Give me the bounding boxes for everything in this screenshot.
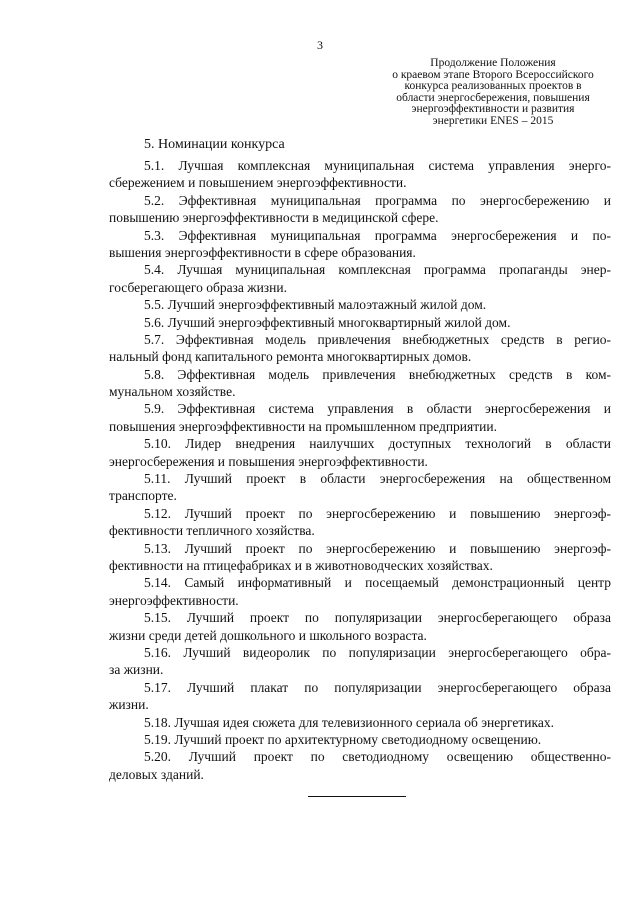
nominations-list — [109, 157, 611, 783]
item-line: 5.13. Лучший проект по энергосбережению и повышению энергоэф- — [144, 540, 611, 556]
page-number: 3 — [317, 38, 323, 52]
item-line: мунальном хозяйстве. — [109, 384, 236, 400]
nomination-item — [109, 261, 611, 296]
nomination-item — [109, 609, 611, 644]
item-line: деловых зданий. — [109, 766, 204, 782]
nomination-item — [109, 400, 611, 435]
item-line: 5.4. Лучшая муниципальная комплексная программа пропаганды энер- — [144, 262, 611, 278]
item-line: 5.6. Лучший энергоэффективный многоквартирный жилой дом. — [144, 314, 511, 330]
item-line: 5.2. Эффективная муниципальная программа по энергосбережению и — [144, 192, 611, 208]
nomination-item — [109, 644, 611, 679]
item-line: 5.1. Лучшая комплексная муниципальная система управления энерго- — [144, 158, 611, 173]
item-line: 5.9. Эффективная система управления в области энергосбережения и — [144, 401, 611, 417]
item-line: 5.20. Лучший проект по светодиодному освещению общественно- — [144, 749, 611, 765]
nomination-item — [109, 296, 611, 313]
item-line: 5.10. Лидер внедрения наилучших доступных технологий в области — [144, 436, 611, 452]
separator-line — [308, 796, 406, 797]
item-line: 5.8. Эффективная модель привлечения внебюджетных средств в ком- — [144, 366, 611, 382]
item-line: 5.16. Лучший видеоролик по популяризации энергосберегающего обра- — [144, 644, 611, 660]
item-line: 5.14. Самый информативный и посещаемый демонстрационный центр — [144, 575, 611, 591]
header-line: энергоэффективности и развития — [411, 103, 575, 115]
nomination-item — [109, 331, 611, 366]
nomination-item — [109, 157, 611, 192]
item-line: 5.18. Лучшая идея сюжета для телевизионного сериала об энергетиках. — [144, 714, 554, 730]
nomination-item — [109, 679, 611, 714]
item-line: жизни. — [109, 697, 149, 713]
item-line: энергосбережения и повышения энергоэффективности. — [109, 453, 428, 469]
item-line: 5.5. Лучший энергоэффективный малоэтажный жилой дом. — [144, 297, 487, 313]
item-line: 5.19. Лучший проект по архитектурному светодиодному освещению. — [144, 731, 542, 747]
document-header — [378, 58, 608, 127]
section-title: 5. Номинации конкурса — [144, 137, 285, 152]
item-line: за жизни. — [109, 662, 164, 678]
item-line: фективности тепличного хозяйства. — [109, 523, 315, 539]
item-line: 5.3. Эффективная муниципальная программа энергосбережения и по- — [144, 227, 611, 243]
nomination-item — [109, 748, 611, 783]
nomination-item — [109, 714, 611, 731]
header-line: о краевом этапе Второго Всероссийского — [392, 68, 594, 81]
item-line: 5.7. Эффективная модель привлечения внебюджетных средств в регио- — [144, 331, 611, 347]
item-line: жизни среди детей дошкольного и школьного возраста. — [109, 627, 427, 643]
item-line: 5.17. Лучший плакат по популяризации энергосберегающего образа — [144, 679, 611, 695]
nomination-item — [109, 505, 611, 540]
nomination-item — [109, 366, 611, 401]
item-line: сбережением и повышением энергоэффективности. — [109, 175, 407, 191]
header-line: области энергосбережения, повышения — [396, 91, 590, 104]
item-line: транспорте. — [109, 488, 177, 504]
header-line: конкурса реализованных проектов в — [404, 80, 582, 92]
item-line: 5.11. Лучший проект в области энергосбережения на общественном — [144, 471, 611, 487]
nomination-item — [109, 731, 611, 748]
item-line: вышения энергоэффективности в сфере образования. — [109, 244, 416, 260]
item-line: повышения энергоэффективности на промышленном предприятии. — [109, 418, 497, 434]
header-line: Продолжение Положения — [430, 57, 556, 69]
item-line: энергоэффективности. — [109, 592, 239, 608]
item-line: фективности на птицефабриках и в животноводческих хозяйствах. — [109, 557, 493, 573]
item-line: нальный фонд капитального ремонта многоквартирных домов. — [109, 349, 472, 365]
nomination-item — [109, 314, 611, 331]
nomination-item — [109, 227, 611, 262]
item-line: 5.12. Лучший проект по энергосбережению и повышению энергоэф- — [144, 505, 611, 521]
nomination-item — [109, 192, 611, 227]
item-line: госберегающего образа жизни. — [109, 279, 287, 295]
item-line: 5.15. Лучший проект по популяризации энергосберегающего образа — [144, 610, 611, 626]
nomination-item — [109, 470, 611, 505]
nomination-item — [109, 435, 611, 470]
header-line: энергетики ENES – 2015 — [432, 114, 554, 127]
nomination-item — [109, 574, 611, 609]
nomination-item — [109, 540, 611, 575]
item-line: повышению энергоэффективности в медицинской сфере. — [109, 210, 439, 226]
